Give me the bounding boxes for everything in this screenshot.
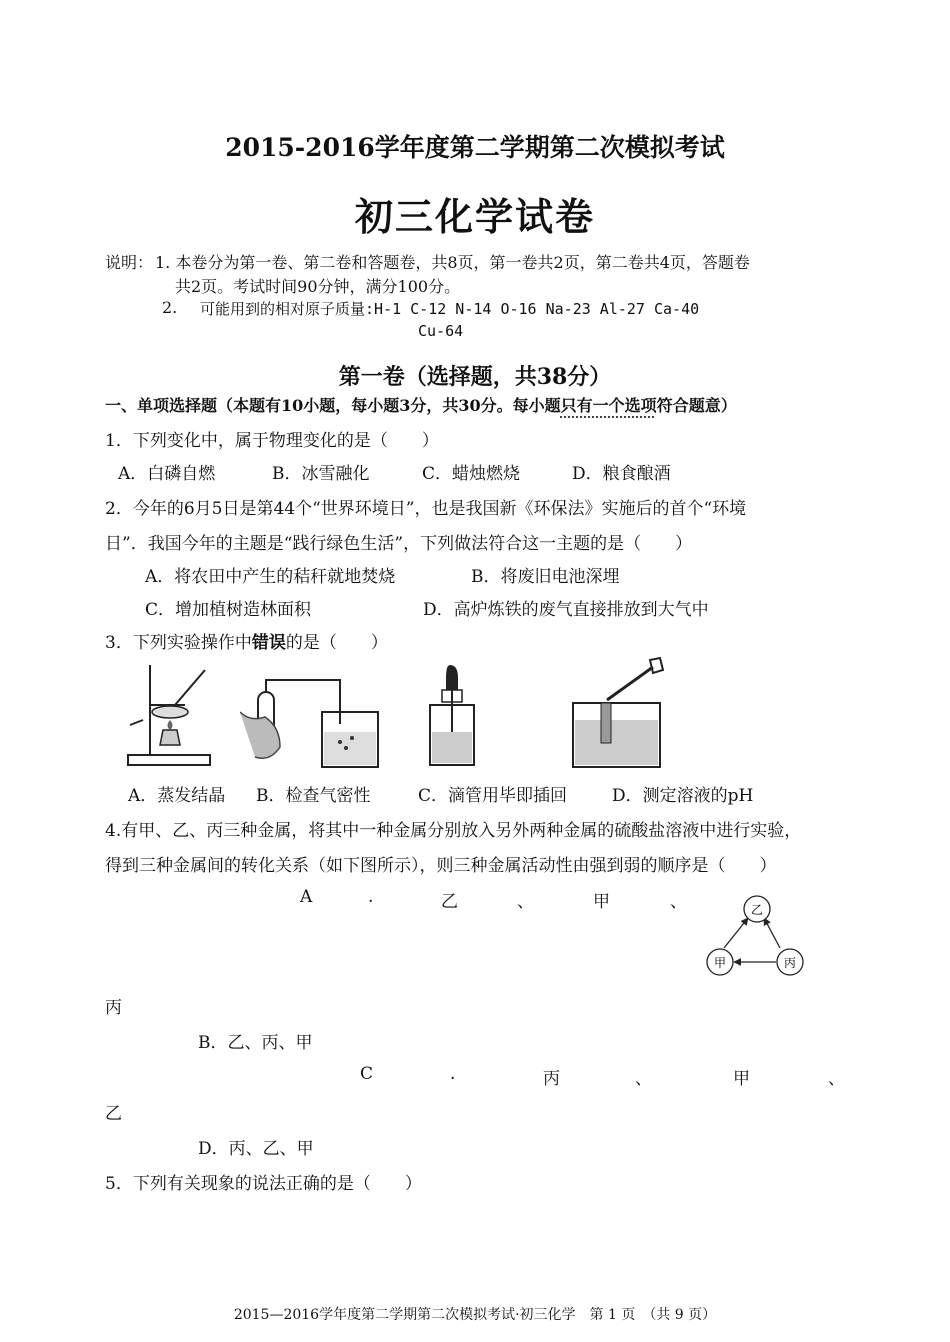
question-4-option-a-tail: 丙 bbox=[105, 998, 122, 1018]
question-5-stem: 5．下列有关现象的说法正确的是（ ） bbox=[105, 1174, 422, 1194]
question-2-option-b: B．将废旧电池深埋 bbox=[471, 567, 620, 587]
part-heading bbox=[105, 393, 737, 416]
question-2-option-c: C．增加植树造林面积 bbox=[145, 600, 312, 620]
part-heading-emphasis: 只有一个选项 bbox=[560, 396, 657, 415]
question-3-stem bbox=[105, 628, 388, 653]
question-3-stem-suffix: 的是（ ） bbox=[285, 633, 388, 653]
diagram-label-top: 乙 bbox=[750, 903, 764, 917]
paper-title: 初三化学试卷 bbox=[354, 194, 595, 239]
part-heading-suffix: 符合题意） bbox=[656, 396, 737, 415]
dropper-bottle-image bbox=[412, 660, 492, 772]
notes-item2-line1: 可能用到的相对原子质量:H-1 C-12 N-14 O-16 Na-23 Al-27 Ca-40 bbox=[200, 300, 700, 318]
question-4-stem-line1: 4.有甲、乙、丙三种金属，将其中一种金属分别放入另外两种金属的硫酸盐溶液中进行实验， bbox=[105, 821, 802, 841]
question-1-option-d: D．粮食酿酒 bbox=[572, 464, 671, 484]
question-4-option-c-letter: C bbox=[360, 1064, 374, 1084]
question-4-option-a-metal1: 乙 bbox=[441, 892, 458, 912]
diagram-label-left: 甲 bbox=[713, 956, 727, 970]
question-4-option-c-tail: 乙 bbox=[105, 1104, 122, 1124]
question-2-stem-line1: 2．今年的6月5日是第44个“世界环境日”，也是我国新《环保法》实施后的首个“环境 bbox=[105, 499, 747, 519]
question-4-option-a-sep2: 、 bbox=[670, 892, 687, 912]
question-4-option-a-sep1: 、 bbox=[517, 892, 534, 912]
question-4-option-a-metal2: 甲 bbox=[593, 892, 610, 912]
question-1-option-b: B．冰雪融化 bbox=[272, 464, 370, 484]
question-1-option-c: C．蜡烛燃烧 bbox=[422, 464, 521, 484]
question-4-option-c-metal2: 甲 bbox=[733, 1069, 750, 1089]
question-4-option-c-dot: . bbox=[450, 1064, 456, 1084]
question-3-option-b: B．检查气密性 bbox=[256, 786, 371, 806]
question-4-option-a-letter: A bbox=[300, 887, 313, 907]
question-2-option-d: D．高炉炼铁的废气直接排放到大气中 bbox=[423, 600, 709, 620]
metal-conversion-diagram bbox=[700, 890, 810, 980]
notes-item2-line2: Cu-64 bbox=[418, 322, 464, 340]
question-1-stem: 1．下列变化中，属于物理变化的是（ ） bbox=[105, 431, 439, 451]
question-4-stem-line2: 得到三种金属间的转化关系（如下图所示），则三种金属活动性由强到弱的顺序是（ ） bbox=[105, 856, 777, 876]
question-3-option-a: A．蒸发结晶 bbox=[128, 786, 226, 806]
part-heading-prefix: 一、单项选择题（本题有10小题，每小题3分，共30分。每小题 bbox=[105, 396, 561, 415]
exam-title: 2015-2016学年度第二学期第二次模拟考试 bbox=[225, 133, 725, 162]
question-3-stem-emphasis: 错误 bbox=[251, 633, 286, 653]
question-1-option-a: A．白磷自燃 bbox=[118, 464, 216, 484]
question-3-stem-prefix: 3．下列实验操作中 bbox=[105, 633, 252, 653]
question-4-option-c-sep1: 、 bbox=[635, 1069, 652, 1089]
question-4-option-a-dot: . bbox=[368, 887, 374, 907]
ph-test-image bbox=[565, 655, 675, 773]
question-2-option-a: A．将农田中产生的秸秆就地焚烧 bbox=[145, 567, 396, 587]
diagram-label-right: 丙 bbox=[783, 956, 797, 970]
page-footer: 2015—2016学年度第二学期第二次模拟考试·初三化学 第 1 页 （共 9 页） bbox=[233, 1307, 717, 1323]
notes-item2-num: 2. bbox=[162, 298, 178, 317]
notes-item1-line1: 1. 本卷分为第一卷、第二卷和答题卷，共8页，第一卷共2页，第二卷共4页，答题卷 bbox=[155, 253, 750, 272]
question-3-option-c: C．滴管用毕即插回 bbox=[418, 786, 568, 806]
question-2-stem-line2: 日”．我国今年的主题是“践行绿色生活”，下列做法符合这一主题的是（ ） bbox=[105, 534, 693, 554]
section-title: 第一卷（选择题，共38分） bbox=[338, 364, 612, 390]
notes-item1-line2: 共2页。考试时间90分钟，满分100分。 bbox=[175, 277, 461, 296]
question-3-option-d: D．测定溶液的pH bbox=[612, 786, 754, 806]
question-4-option-d: D．丙、乙、甲 bbox=[198, 1139, 314, 1159]
evaporation-apparatus-image bbox=[125, 660, 215, 772]
question-4-option-b: B．乙、丙、甲 bbox=[198, 1033, 313, 1053]
notes-label: 说明： bbox=[105, 253, 154, 272]
question-4-option-c-sep2: 、 bbox=[828, 1069, 845, 1089]
question-4-option-c-metal1: 丙 bbox=[543, 1069, 560, 1089]
airtightness-check-image bbox=[240, 672, 382, 772]
